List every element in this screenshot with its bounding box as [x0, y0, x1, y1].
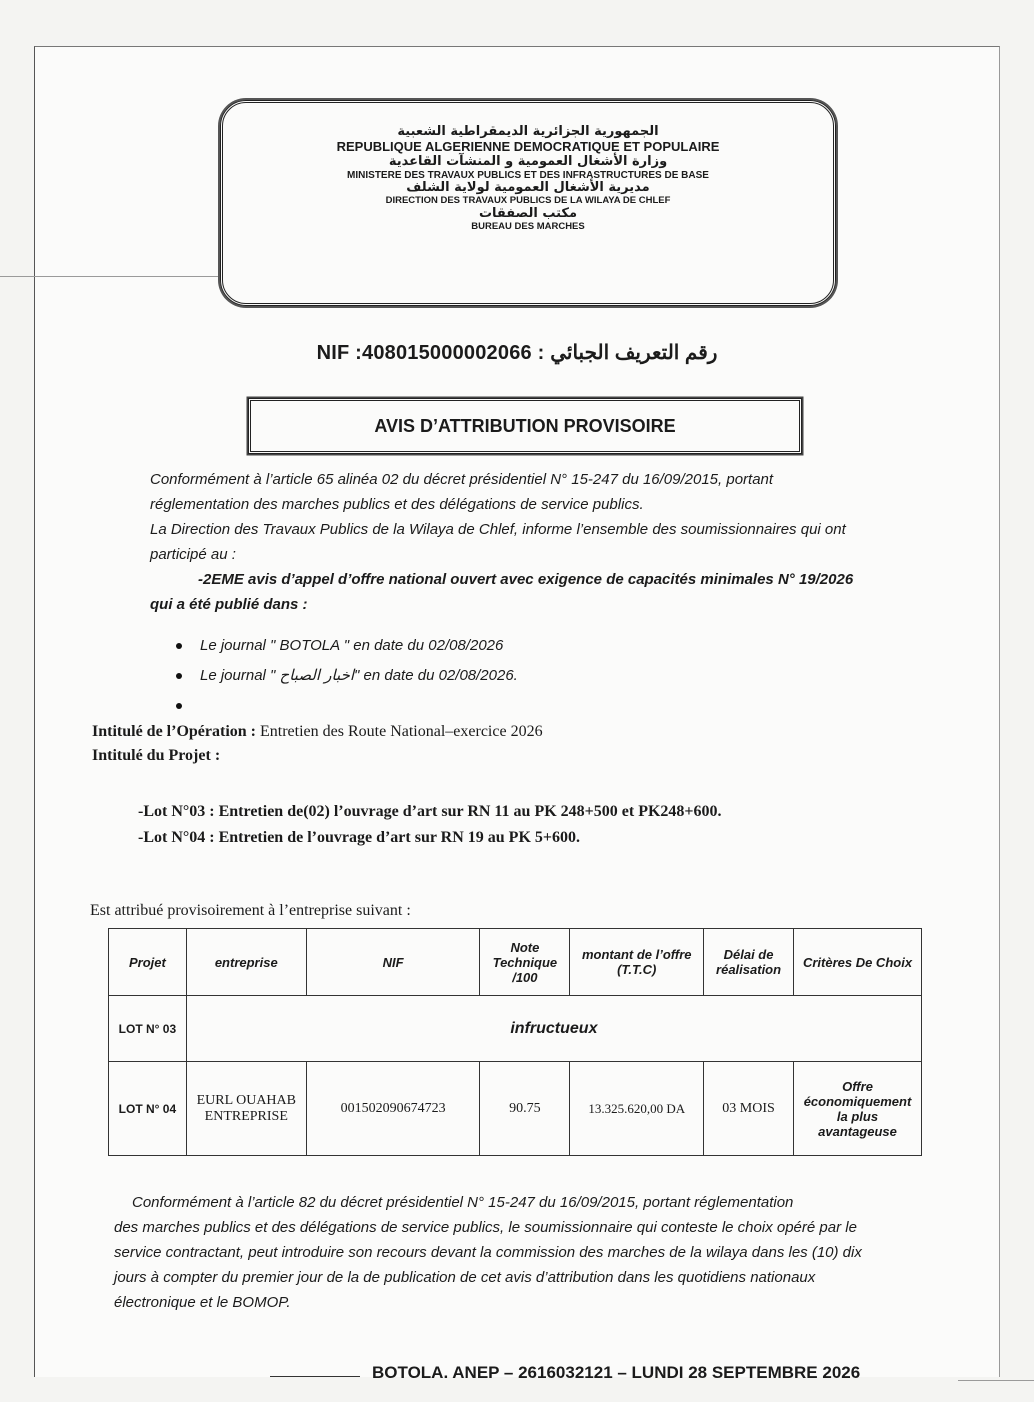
status-cell: infructueux — [186, 996, 921, 1062]
score-cell: 90.75 — [480, 1062, 570, 1156]
closing-line: des marches publics et des délégations de service publics, le soumissionnaire qui conteste le choix opéré par le — [114, 1219, 857, 1236]
operation-label: Intitulé de l’Opération : — [92, 723, 256, 740]
publication-item: Le journal " اخبار الصباح" en date du 02/08/2026. — [200, 667, 518, 684]
closing-line: jours à compter du premier jour de la de publication de cet avis d’attribution dans les quotidiens nationaux — [114, 1269, 816, 1286]
notice-title: AVIS D’ATTRIBUTION PROVISOIRE — [248, 398, 802, 454]
footer-rule — [270, 1376, 360, 1377]
column-header: Délai de réalisation — [704, 929, 794, 996]
company-cell: EURL OUAHAB ENTREPRISE — [186, 1062, 306, 1156]
lot-line: -Lot N°03 : Entretien de(02) l’ouvrage d’art sur RN 11 au PK 248+500 et PK248+600. — [138, 803, 722, 820]
column-header: entreprise — [186, 929, 306, 996]
list-item — [176, 692, 518, 722]
project-label: Intitulé du Projet : — [92, 747, 221, 764]
column-header: NIF — [306, 929, 480, 996]
column-header: montant de l’offre (T.T.C) — [570, 929, 704, 996]
letterhead-republic-fr: REPUBLIQUE ALGERIENNE DEMOCRATIQUE ET POPULAIRE — [336, 138, 720, 154]
intro-paragraph — [150, 467, 950, 617]
lot-cell: LOT N° 03 — [109, 996, 187, 1062]
bullet-icon — [176, 703, 182, 709]
nif-cell: 001502090674723 — [306, 1062, 480, 1156]
operation-value: Entretien des Route National–exercice 2026 — [256, 723, 543, 740]
list-item — [176, 632, 518, 662]
lot-cell: LOT N° 04 — [109, 1062, 187, 1156]
list-item — [176, 662, 518, 692]
attribution-intro: Est attribué provisoirement à l’entreprise suivant : — [90, 902, 411, 919]
criteria-cell: Offre économiquement la plus avantageuse — [794, 1062, 922, 1156]
nif-line: NIF :408015000002066 : رقم التعريف الجبائي — [316, 342, 718, 364]
bullet-icon — [176, 673, 182, 679]
letterhead-direction-ar: مديرية الأشغال العمومية لولاية الشلف — [406, 180, 650, 196]
intro-line: La Direction des Travaux Publics de la Wilaya de Chlef, informe l’ensemble des soumissionnaires qui ont — [150, 521, 846, 538]
bullet-icon — [176, 643, 182, 649]
intro-line: Conformément à l’article 65 alinéa 02 du décret présidentiel N° 15-247 du 16/09/2015, portant — [150, 471, 774, 488]
publication-list — [176, 632, 518, 722]
table-row — [109, 996, 922, 1062]
footer-publication: BOTOLA. ANEP – 2616032121 – LUNDI 28 SEPTEMBRE 2026 — [372, 1363, 861, 1382]
attribution-table — [108, 928, 922, 1156]
column-header: Projet — [109, 929, 187, 996]
table-header-row — [109, 929, 922, 996]
publication-item: Le journal " BOTOLA " en date du 02/08/2026 — [200, 637, 504, 654]
scan-artifact-line — [958, 1380, 1034, 1381]
closing-line: service contractant, peut introduire son recours devant la commission des marches de la wilaya dans les (10) dix — [114, 1244, 862, 1261]
letterhead-bureau-ar: مكتب الصفقات — [478, 206, 577, 222]
operation-block — [92, 720, 543, 768]
intro-line: réglementation des marches publics et des délégations de service publics. — [150, 496, 644, 513]
amount-cell: 13.325.620,00 DA — [570, 1062, 704, 1156]
tender-reference: -2EME avis d’appel d’offre national ouvert avec exigence de capacités minimales N° 19/2026 — [198, 571, 854, 588]
letterhead-bureau-fr: BUREAU DES MARCHES — [471, 221, 585, 233]
column-header: Note Technique /100 — [480, 929, 570, 996]
letterhead-box — [220, 100, 836, 306]
letterhead-direction-fr: DIRECTION DES TRAVAUX PUBLICS DE LA WILAYA DE CHLEF — [385, 195, 671, 207]
lots-block — [138, 799, 722, 851]
letterhead-ministry-ar: وزارة الأشغال العمومية و المنشآت القاعدية — [388, 153, 668, 169]
closing-line: Conformément à l’article 82 du décret présidentiel N° 15-247 du 16/09/2015, portant réglementation — [132, 1194, 794, 1211]
column-header: Critères De Choix — [794, 929, 922, 996]
intro-line: participé au : — [150, 546, 236, 563]
letterhead-republic-ar: الجمهورية الجزائرية الديمقراطية الشعبية — [397, 124, 659, 139]
closing-line: électronique et le BOMOP. — [114, 1294, 291, 1311]
closing-paragraph — [114, 1190, 862, 1315]
letterhead-ministry-fr: MINISTERE DES TRAVAUX PUBLICS ET DES INFRASTRUCTURES DE BASE — [347, 169, 709, 181]
table-row — [109, 1062, 922, 1156]
delay-cell: 03 MOIS — [704, 1062, 794, 1156]
lot-line: -Lot N°04 : Entretien de l’ouvrage d’art sur RN 19 au PK 5+600. — [138, 829, 581, 846]
published-in: qui a été publié dans : — [150, 596, 308, 613]
scan-artifact-line — [0, 276, 220, 277]
